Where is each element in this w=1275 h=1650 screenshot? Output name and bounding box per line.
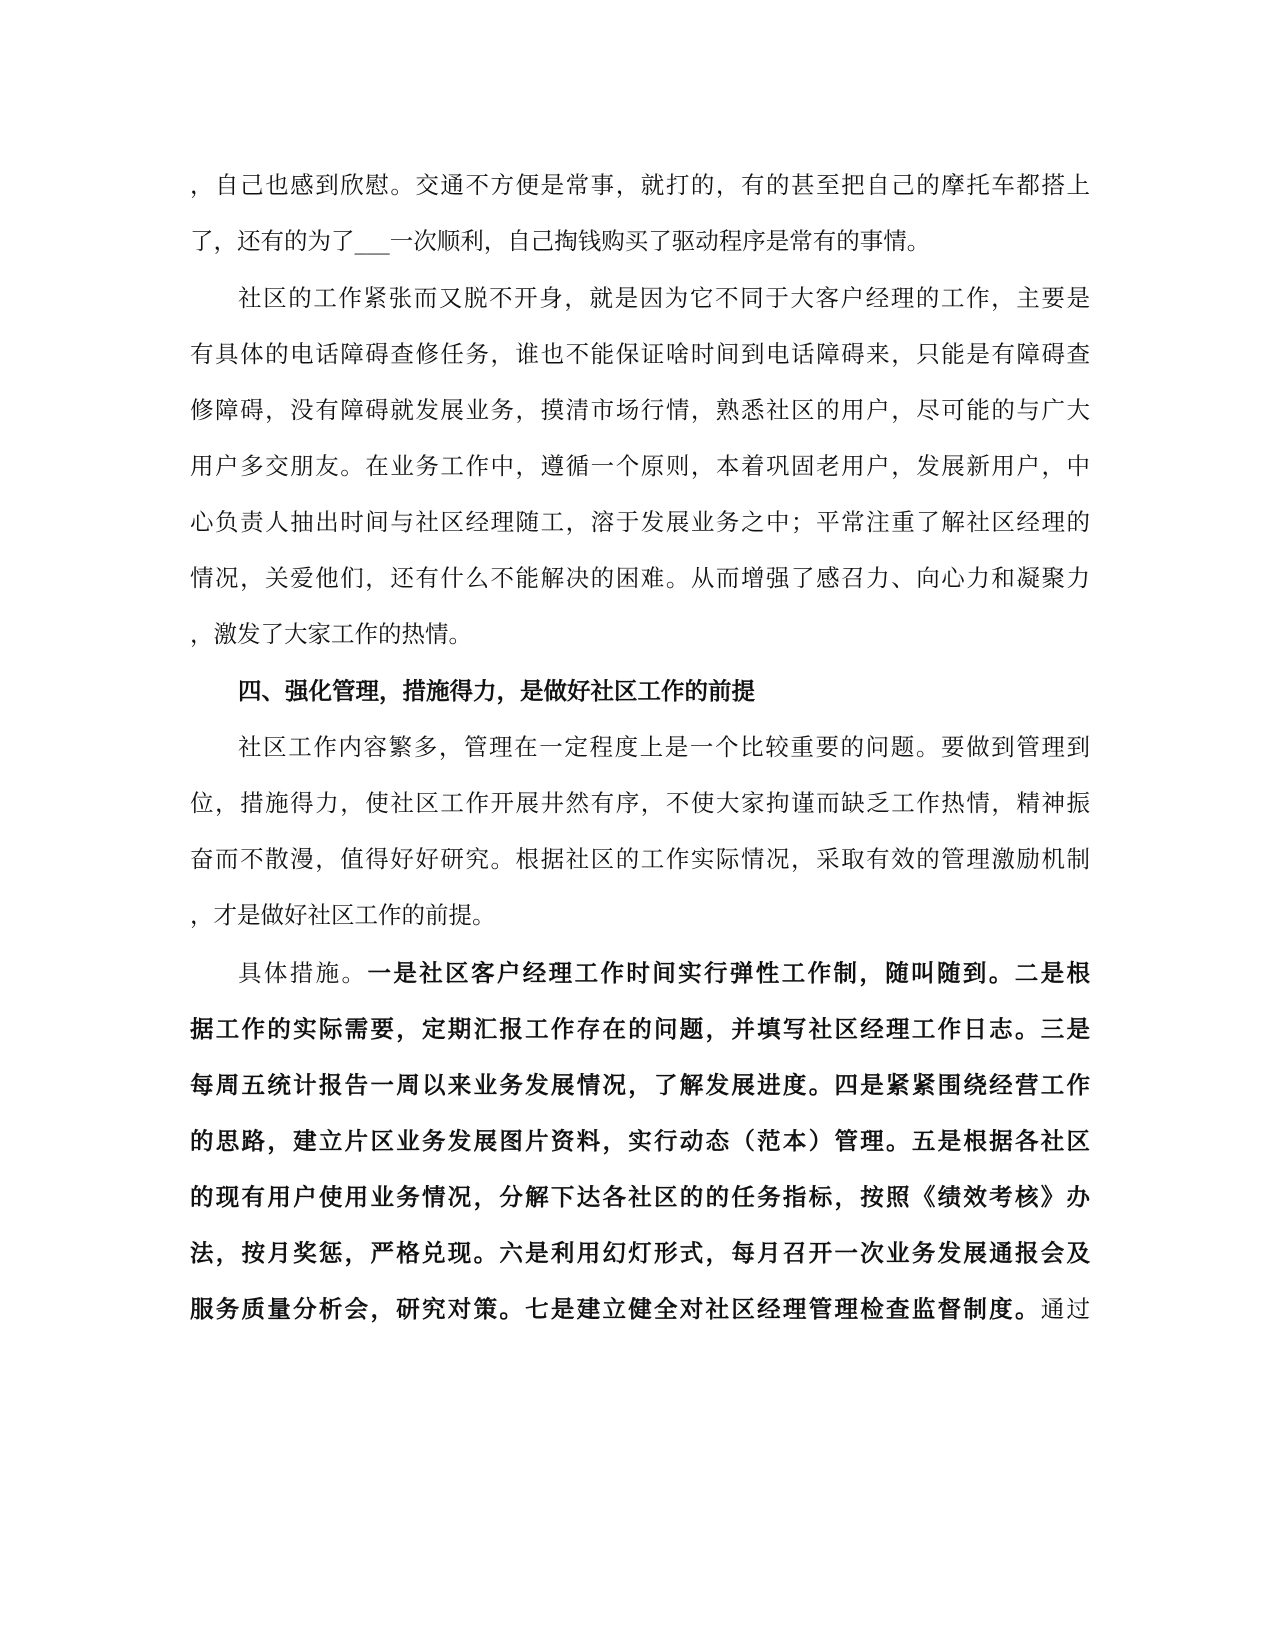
- measures-line: [238, 953, 1090, 993]
- measures-line: 据工作的实际需要，定期汇报工作存在的问题，并填写社区经理工作日志。三是: [190, 1015, 1090, 1043]
- paragraph-line: 了，还有的为了___一次顺利，自己掏钱购买了驱动程序是常有的事情。: [190, 227, 931, 255]
- measures-line: [190, 1289, 1090, 1329]
- paragraph-line: 位，措施得力，使社区工作开展井然有序，不使大家拘谨而缺乏工作热情，精神振: [190, 789, 1090, 817]
- measures-item: 服务质量分析会，研究对策。七是建立健全对社区经理管理检查监督制度。: [190, 1295, 1041, 1323]
- section-heading: 四、强化管理，措施得力，是做好社区工作的前提: [238, 677, 755, 705]
- paragraph-line: 修障碍，没有障碍就发展业务，摸清市场行情，熟悉社区的用户，尽可能的与广大: [190, 396, 1090, 424]
- paragraph-line: ，激发了大家工作的热情。: [190, 620, 472, 648]
- measures-item: 一是社区客户经理工作时间实行弹性工作制，随叫随到。二是根: [367, 959, 1090, 987]
- measures-line: 每周五统计报告一周以来业务发展情况，了解发展进度。四是紧紧围绕经营工作: [190, 1071, 1090, 1099]
- paragraph-line: ，才是做好社区工作的前提。: [190, 901, 496, 929]
- paragraph-line: 心负责人抽出时间与社区经理随工，溶于发展业务之中；平常注重了解社区经理的: [190, 508, 1090, 536]
- measures-line: 的思路，建立片区业务发展图片资料，实行动态（范本）管理。五是根据各社区: [190, 1127, 1090, 1155]
- measures-line: 的现有用户使用业务情况，分解下达各社区的的任务指标，按照《绩效考核》办: [190, 1183, 1090, 1211]
- paragraph-line: ，自己也感到欣慰。交通不方便是常事，就打的，有的甚至把自己的摩托车都搭上: [190, 171, 1090, 199]
- paragraph-line: 用户多交朋友。在业务工作中，遵循一个原则，本着巩固老用户，发展新用户，中: [190, 452, 1090, 480]
- measures-intro: 具体措施。: [238, 959, 368, 987]
- paragraph-line: 社区的工作紧张而又脱不开身，就是因为它不同于大客户经理的工作，主要是: [238, 284, 1090, 312]
- paragraph-line: 情况，关爱他们，还有什么不能解决的困难。从而增强了感召力、向心力和凝聚力: [190, 564, 1090, 592]
- measures-continuation: 通过: [1040, 1295, 1091, 1323]
- measures-line: 法，按月奖惩，严格兑现。六是利用幻灯形式，每月召开一次业务发展通报会及: [190, 1239, 1090, 1267]
- paragraph-line: 社区工作内容繁多，管理在一定程度上是一个比较重要的问题。要做到管理到: [238, 733, 1090, 761]
- paragraph-line: 奋而不散漫，值得好好研究。根据社区的工作实际情况，采取有效的管理激励机制: [190, 845, 1090, 873]
- paragraph-line: 有具体的电话障碍查修任务，谁也不能保证啥时间到电话障碍来，只能是有障碍查: [190, 340, 1090, 368]
